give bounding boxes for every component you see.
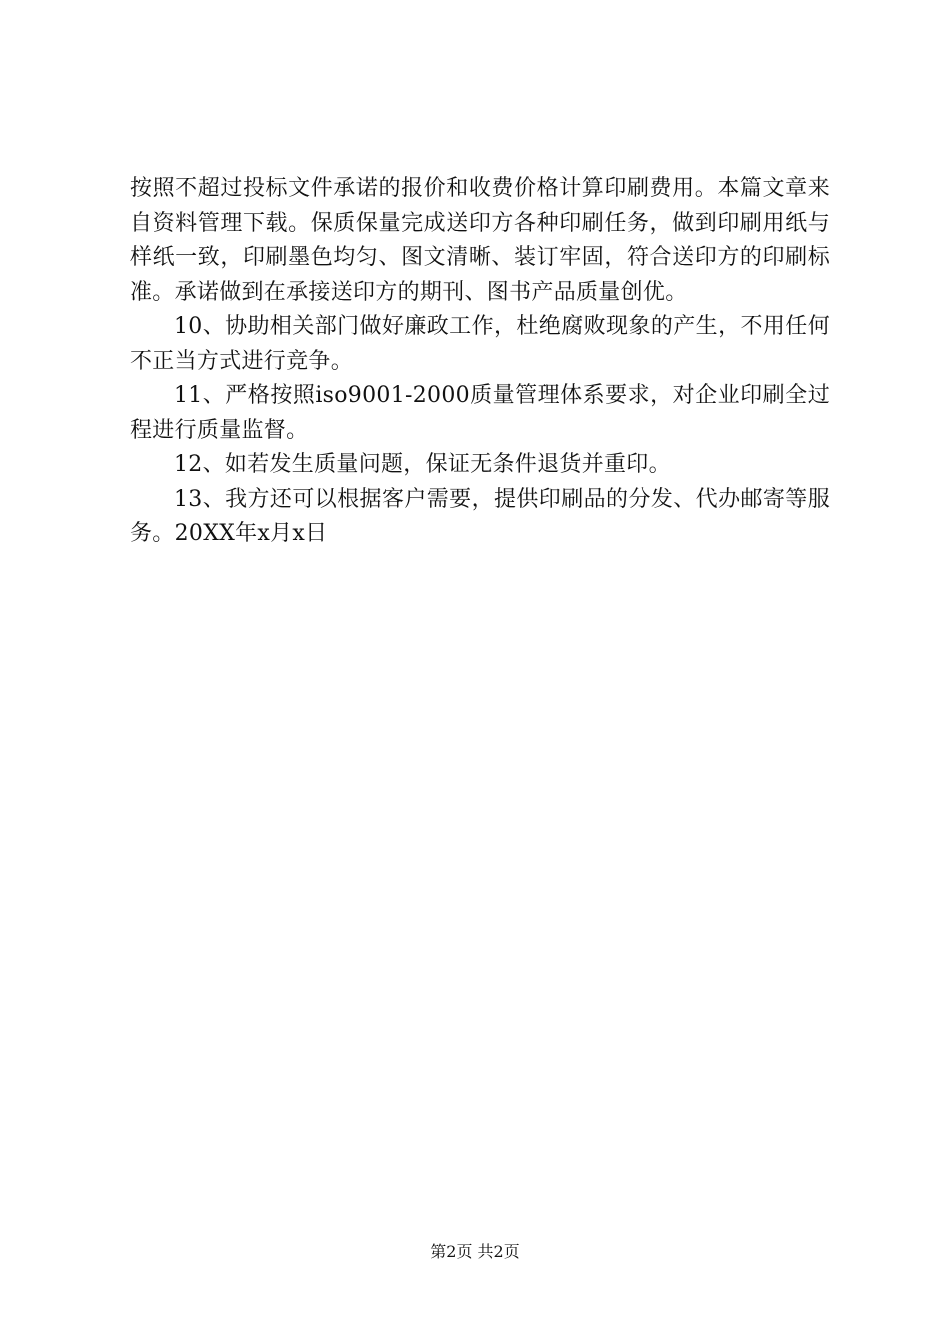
page-footer bbox=[0, 1242, 950, 1262]
document-body bbox=[130, 172, 830, 552]
paragraph-item-13: 13、我方还可以根据客户需要，提供印刷品的分发、代办邮寄等服务。20XX年x月x日 bbox=[130, 486, 830, 546]
paragraph-continuation: 按照不超过投标文件承诺的报价和收费价格计算印刷费用。本篇文章来自资料管理下载。保质保量完成送印方各种印刷任务，做到印刷用纸与样纸一致，印刷墨色均匀、图文清晰、装订牢固，符合送印方的印刷标准。承诺做到在承接送印方的期刊、图书产品质量创优。 bbox=[130, 176, 830, 305]
paragraph-item-12: 12、如若发生质量问题，保证无条件退货并重印。 bbox=[174, 452, 671, 477]
paragraph-item-11: 11、严格按照iso9001-2000质量管理体系要求，对企业印刷全过程进行质量监督。 bbox=[130, 383, 830, 443]
page-number: 第2页 共2页 bbox=[430, 1242, 520, 1261]
paragraph-item-10: 10、协助相关部门做好廉政工作，杜绝腐败现象的产生，不用任何不正当方式进行竞争。 bbox=[130, 314, 830, 374]
